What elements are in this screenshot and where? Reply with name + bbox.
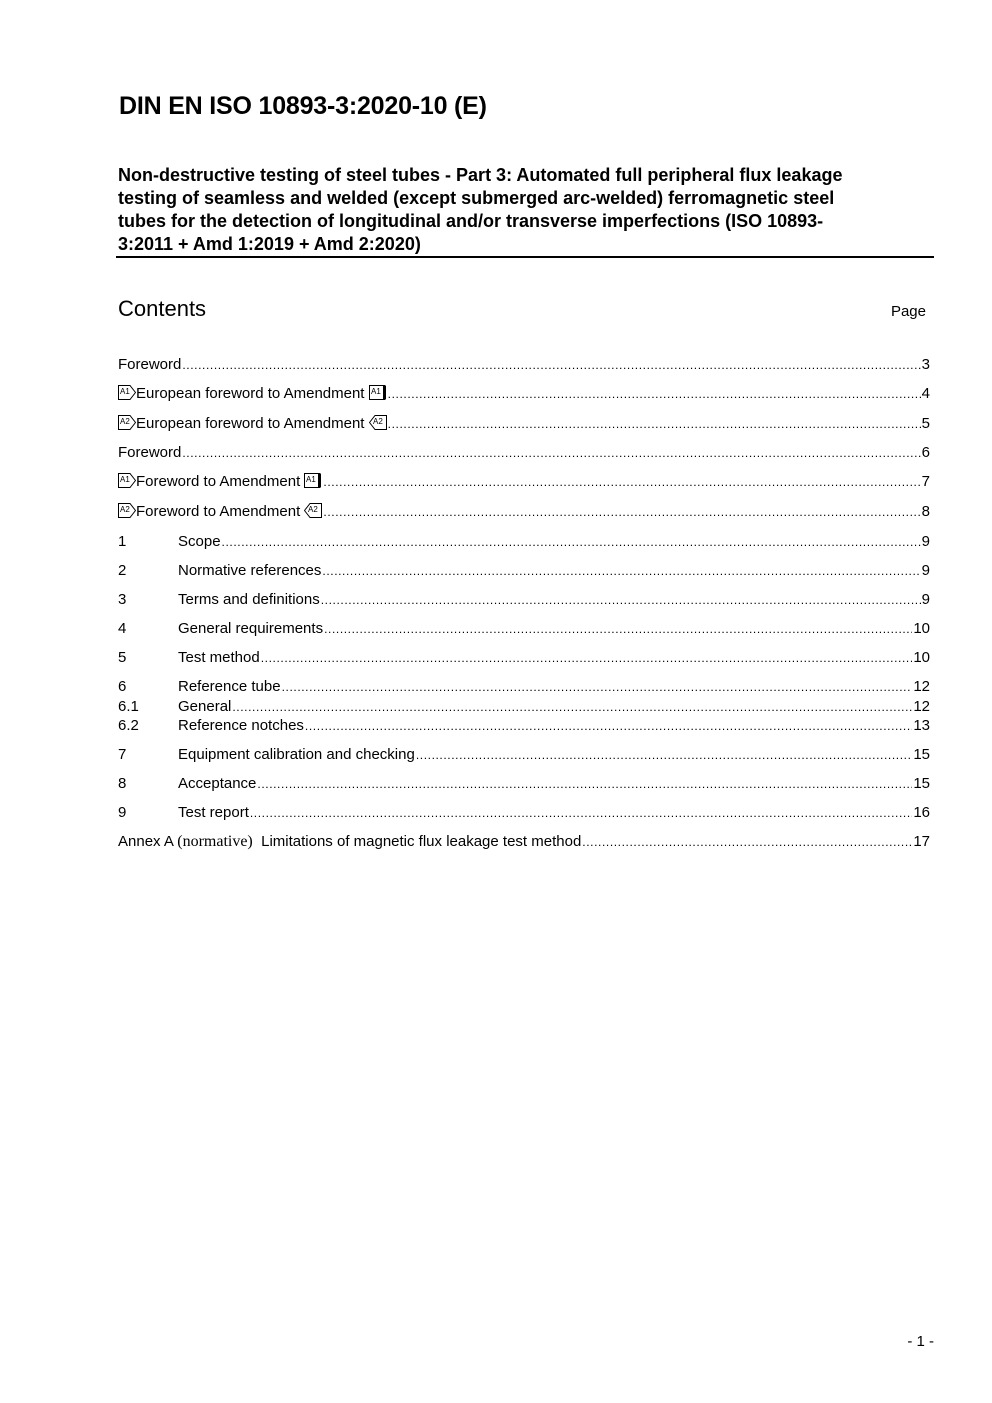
toc-entry-title: European foreword to Amendment — [136, 385, 365, 402]
toc-leader — [232, 698, 912, 717]
amendment-end-marker-icon — [304, 503, 322, 518]
toc-entry-foreword[interactable] — [118, 355, 930, 374]
marker-letter: A1 — [120, 475, 130, 484]
toc-entry-title: Equipment calibration and checking — [178, 746, 415, 763]
title-line: 3:2011 + Amd 1:2019 + Amd 2:2020) — [118, 234, 421, 254]
toc-entry-page: 17 — [913, 833, 930, 850]
footer-page-number: - 1 - — [907, 1333, 934, 1350]
toc-entry-number: 5 — [118, 649, 127, 666]
toc-entry-page: 3 — [921, 356, 930, 373]
toc-entry-european-foreword-amd2[interactable] — [118, 414, 930, 433]
toc-leader — [261, 649, 913, 668]
toc-entry-title: Scope — [178, 533, 221, 550]
toc-entry-terms-and-definitions[interactable] — [118, 590, 930, 609]
toc-entry-title: Terms and definitions — [178, 591, 320, 608]
toc-entry-acceptance[interactable] — [118, 774, 930, 793]
toc-entry-title: Normative references — [178, 562, 322, 579]
marker-letter: A2 — [308, 505, 319, 514]
toc-entry-title: Foreword — [118, 444, 182, 461]
title-line: testing of seamless and welded (except submerged arc-welded) ferromagnetic steel — [118, 188, 835, 208]
toc-entry-title: Test report — [178, 804, 249, 821]
toc-entry-page: 12 — [913, 678, 930, 695]
toc-leader — [257, 775, 912, 794]
toc-entry-equipment-calibration[interactable] — [118, 745, 930, 764]
title-line: Non-destructive testing of steel tubes - Part 3: Automated full peripheral flux leakage — [118, 165, 843, 185]
amendment-start-marker-icon — [118, 415, 136, 430]
toc-entry-title: General requirements — [178, 620, 324, 637]
toc-entry-page: 6 — [921, 444, 930, 461]
toc-leader — [582, 833, 912, 852]
toc-entry-number: 7 — [118, 746, 127, 763]
toc-leader — [250, 804, 912, 823]
toc-entry-reference-tube[interactable] — [118, 677, 930, 696]
toc-leader — [322, 562, 920, 581]
toc-entry-title: Limitations of magnetic flux leakage test method — [261, 833, 582, 850]
toc-entry-annex-a[interactable] — [118, 832, 930, 851]
amendment-end-marker-icon — [369, 385, 387, 400]
marker-letter: A1 — [120, 387, 130, 396]
toc-entry-page: 13 — [913, 717, 930, 734]
toc-entry-title: Acceptance — [178, 775, 257, 792]
toc-entry-title: Reference tube — [178, 678, 281, 695]
toc-leader — [321, 591, 921, 610]
amendment-start-marker-icon — [118, 473, 136, 488]
toc-entry-page: 10 — [913, 649, 930, 666]
toc-leader — [305, 717, 912, 736]
contents-heading: Contents — [118, 296, 207, 321]
toc-entry-test-report[interactable] — [118, 803, 930, 822]
toc-leader — [388, 385, 921, 404]
toc-entry-page: 15 — [913, 746, 930, 763]
toc-entry-page: 5 — [921, 415, 930, 432]
annex-qualifier: (normative) — [177, 833, 253, 850]
toc-entry-number: 1 — [118, 533, 127, 550]
toc-entry-number: 3 — [118, 591, 127, 608]
marker-letter: A2 — [120, 505, 130, 514]
toc-leader — [182, 444, 920, 463]
toc-entry-page: 12 — [913, 698, 930, 715]
toc-entry-normative-references[interactable] — [118, 561, 930, 580]
toc-entry-title: Foreword to Amendment — [136, 503, 301, 520]
toc-entry-title: Foreword to Amendment — [136, 473, 301, 490]
toc-entry-foreword-amd2[interactable] — [118, 502, 930, 521]
toc-entry-number: 2 — [118, 562, 127, 579]
amendment-end-marker-icon — [304, 473, 322, 488]
toc-entry-page: 15 — [913, 775, 930, 792]
title-line: tubes for the detection of longitudinal and/or transverse imperfections (ISO 10893- — [118, 211, 824, 231]
toc-entry-page: 10 — [913, 620, 930, 637]
toc-entry-page: 7 — [921, 473, 930, 490]
document-title — [118, 164, 930, 256]
toc-entry-general-requirements[interactable] — [118, 619, 930, 638]
toc-entry-reference-notches[interactable] — [118, 716, 930, 735]
toc-entry-number: 9 — [118, 804, 127, 821]
toc-entry-page: 16 — [913, 804, 930, 821]
toc-entry-page: 9 — [921, 533, 930, 550]
toc-leader — [416, 746, 912, 765]
toc-entry-number: 6.2 — [118, 717, 139, 734]
toc-entry-number: 6 — [118, 678, 127, 695]
toc-entry-page: 9 — [921, 562, 930, 579]
marker-letter: A2 — [372, 417, 383, 426]
marker-letter: A1 — [306, 475, 317, 484]
amendment-start-marker-icon — [118, 385, 136, 400]
document-id: DIN EN ISO 10893-3:2020-10 (E) — [119, 92, 487, 120]
amendment-end-marker-icon — [369, 415, 387, 430]
toc-leader — [323, 503, 920, 522]
toc-entry-title: Foreword — [118, 356, 182, 373]
toc-entry-number: 4 — [118, 620, 127, 637]
marker-letter: A1 — [370, 387, 381, 396]
page-column-label: Page — [890, 303, 926, 320]
toc-entry-number: 6.1 — [118, 698, 139, 715]
title-divider — [116, 256, 934, 258]
amendment-start-marker-icon — [118, 503, 136, 518]
toc-entry-title: European foreword to Amendment — [136, 415, 365, 432]
toc-leader — [282, 678, 913, 697]
toc-leader — [182, 356, 920, 375]
toc-leader — [222, 533, 921, 552]
toc-entry-page: 9 — [921, 591, 930, 608]
toc-entry-general[interactable] — [118, 697, 930, 716]
toc-entry-scope[interactable] — [118, 532, 930, 551]
toc-entry-number: 8 — [118, 775, 127, 792]
toc-leader — [323, 473, 920, 492]
toc-entry-european-foreword-amd1[interactable] — [118, 384, 930, 403]
toc-entry-test-method[interactable] — [118, 648, 930, 667]
toc-leader — [388, 415, 921, 434]
toc-entry-foreword-2[interactable] — [118, 443, 930, 462]
annex-label: Annex A — [118, 833, 174, 850]
toc-entry-title: General — [178, 698, 232, 715]
marker-letter: A2 — [120, 417, 130, 426]
toc-entry-page: 4 — [921, 385, 930, 402]
toc-leader — [324, 620, 912, 639]
toc-entry-foreword-amd1[interactable] — [118, 472, 930, 491]
toc-entry-page: 8 — [921, 503, 930, 520]
toc-entry-title: Test method — [178, 649, 260, 666]
toc-entry-title: Reference notches — [178, 717, 304, 734]
